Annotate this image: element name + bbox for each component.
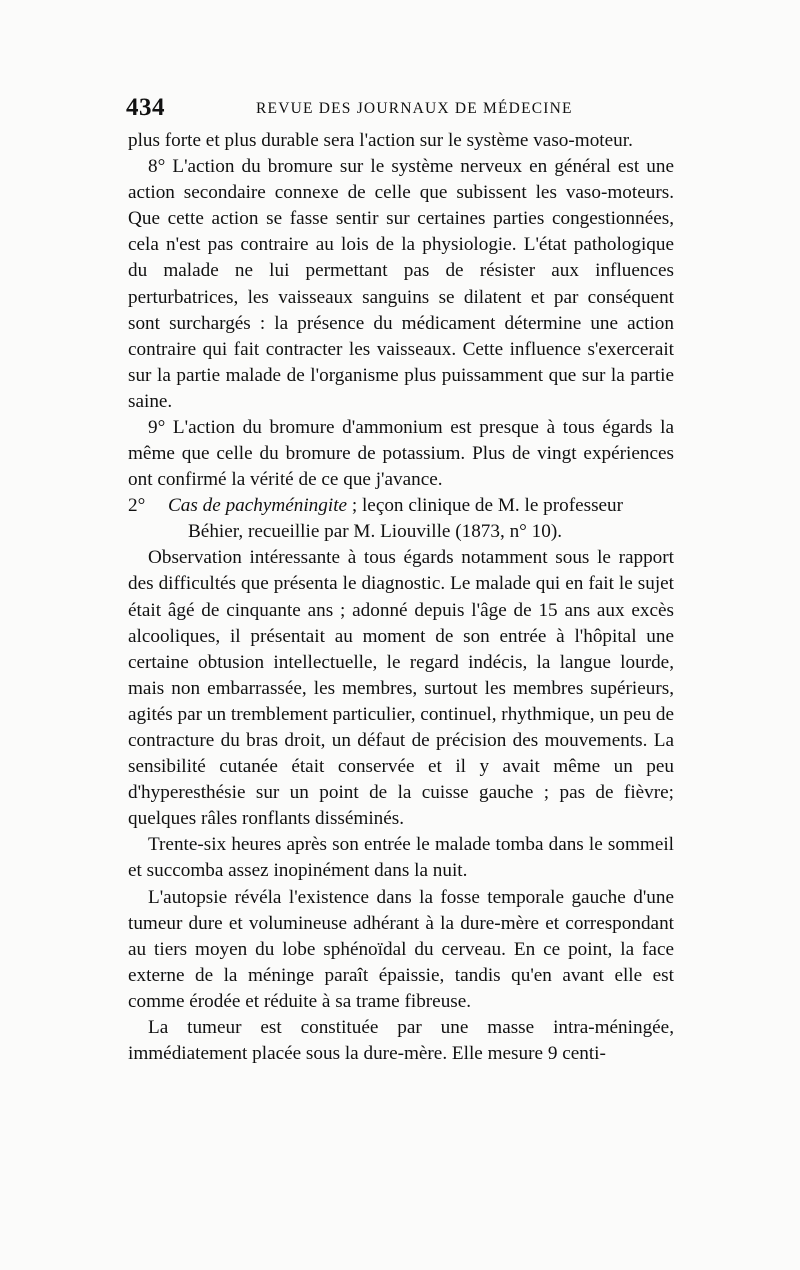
- section-title-line2: Béhier, recueillie par M. Liouville (1873, n° 10).: [188, 521, 563, 543]
- section-title-italic: Cas de pachyméningite: [168, 495, 348, 517]
- body-text: [128, 128, 674, 1067]
- paragraph-death: Trente-six heures après son entrée le malade tomba dans le sommeil et succomba assez inopinément dans la nuit.: [128, 834, 674, 882]
- page-number: 434: [126, 94, 165, 121]
- paragraph-autopsy: L'autopsie révéla l'existence dans la fosse temporale gauche d'une tumeur dure et volumineuse adhérant à la dure-mère et correspondant au tiers moyen du lobe sphénoïdal du cerveau. En ce point, la face externe de la méninge paraît épaissie, tandis qu'en avant elle est comme érodée et réduite à sa trame fibreuse.: [128, 886, 674, 1012]
- section-title-rest: ; leçon clinique de M. le professeur: [347, 495, 624, 517]
- section-number: 2°: [128, 495, 146, 517]
- paragraph-continuation: plus forte et plus durable sera l'action sur le système vaso-moteur.: [128, 130, 633, 151]
- running-title: REVUE DES JOURNAUX DE MÉDECINE: [256, 100, 573, 117]
- paragraph-observation: Observation intéressante à tous égards notamment sous le rapport des difficultés que présenta le diagnostic. Le malade qui en fait le sujet était âgé de cinquante ans ; adonné depuis l'âge de 15 ans aux excès alcooliques, il présentait au moment de son entrée à l'hôpital une certaine obtusion intellectuelle, le regard indécis, la langue lourde, mais non embarrassée, les membres, surtout les membres supérieurs, agités par un tremblement particulier, continuel, rhythmique, un peu de contracture du bras droit, un défaut de précision des mouvements. La sensibilité cutanée était conservée et il y avait même un peu d'hyperesthésie sur un point de la cuisse gauche ; pas de fièvre; quelques râles ronflants disséminés.: [128, 547, 674, 830]
- section-heading: [128, 493, 674, 545]
- paragraph-point-8: 8° L'action du bromure sur le système nerveux en général est une action secondaire connexe de celle que subissent les vaso-moteurs. Que cette action se fasse sentir sur certaines parties congestionnées, cela n'est pas contraire au lois de la physiologie. L'état pathologique du malade ne lui permettant pas de résister aux influences perturbatrices, les vaisseaux sanguins se dilatent et par conséquent sont surchargés : la présence du médicament détermine une action contraire qui fait contracter les vaisseaux. Cette influence s'exercerait sur la partie malade de l'organisme plus puissamment que sur la partie saine.: [128, 156, 674, 412]
- paragraph-tumour: La tumeur est constituée par une masse intra-méningée, immédiatement placée sous la dure-mère. Elle mesure 9 centi-: [128, 1017, 674, 1065]
- page-header: [126, 94, 674, 128]
- paragraph-point-9: 9° L'action du bromure d'ammonium est presque à tous égards la même que celle du bromure de potassium. Plus de vingt expériences ont confirmé la vérité de ce que j'avance.: [128, 417, 674, 491]
